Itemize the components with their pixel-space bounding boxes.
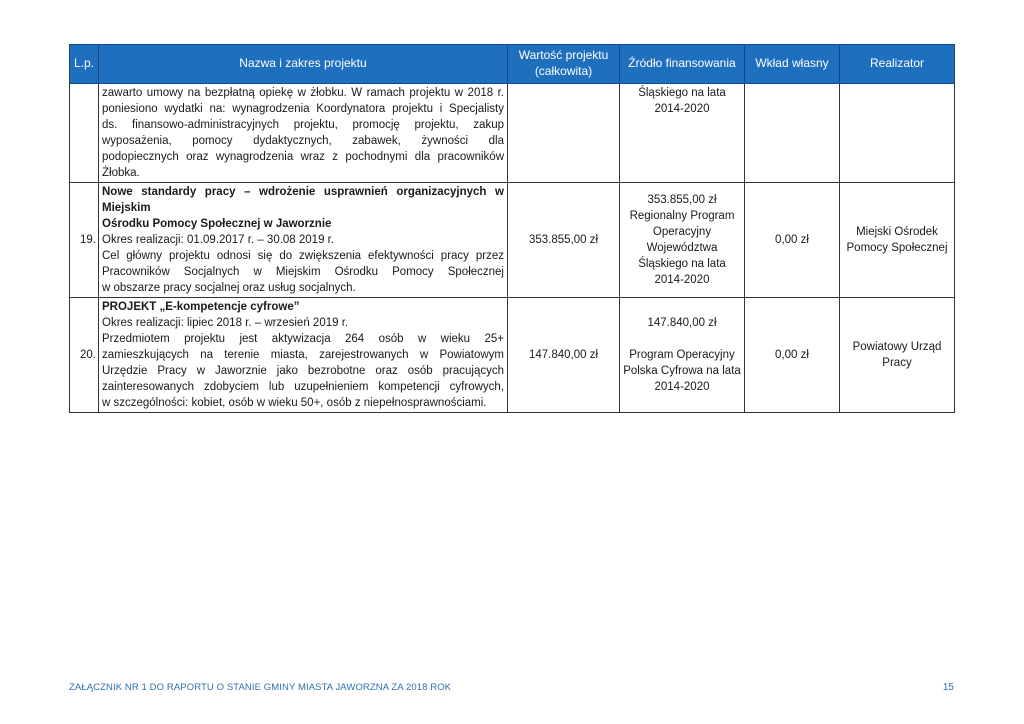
cell-name: [99, 183, 508, 298]
cell-name: [99, 84, 508, 183]
text-line: ds. finansowo-administracyjnych projektu, promocję projektu, zakup: [102, 119, 504, 131]
cell-value: [508, 84, 620, 183]
text-line: w szczególności: kobiet, osób w wieku 50+, osób z niepełnosprawnościami.: [102, 397, 487, 409]
cell-realizer: [840, 84, 955, 183]
cell-source: [620, 183, 745, 298]
cell-realizer: [840, 298, 955, 413]
text-line: Operacyjny: [652, 226, 712, 238]
header-lp: L.p.: [70, 45, 99, 84]
cell-source: [620, 298, 745, 413]
spacer: [623, 331, 741, 347]
text-line: Pomocy Społecznej: [846, 242, 948, 254]
project-title: PROJEKT „E-kompetencje cyfrowe”: [102, 301, 300, 313]
text-line: 2014-2020: [654, 274, 710, 286]
projects-table: [69, 44, 955, 413]
text-line: 353.855,00 zł: [647, 194, 717, 206]
cell-realizer: [840, 183, 955, 298]
project-period: Okres realizacji: 01.09.2017 r. – 30.08 2019 r.: [102, 234, 335, 246]
text-line: zawarto umowy na bezpłatną opiekę w żłobku. W ramach projektu w 2018 r.: [102, 87, 504, 99]
cell-value: 147.840,00 zł: [508, 298, 620, 413]
table-row: [70, 183, 955, 298]
text-line: zamieszkujących na terenie miasta, zarejestrowanych w Powiatowym: [102, 349, 504, 361]
cell-own: 0,00 zł: [745, 183, 840, 298]
text-line: Cel główny projektu odnosi się do zwiększenia efektywności pracy przez: [102, 250, 504, 262]
cell-value: 353.855,00 zł: [508, 183, 620, 298]
text-line: Województwa: [646, 242, 718, 254]
cell-lp: 20.: [70, 298, 99, 413]
page-number: 15: [942, 682, 954, 693]
cell-lp: [70, 84, 99, 183]
cell-source: [620, 84, 745, 183]
text-line: Pracowników Socjalnych w Miejskim Ośrodku Pomocy Społecznej: [102, 266, 504, 278]
text-line: 2014-2020: [654, 103, 710, 115]
table-row-continuation: [70, 84, 955, 183]
table-header-row: [70, 45, 955, 84]
text-line: Regionalny Program: [629, 210, 735, 222]
source-amount: 147.840,00 zł: [647, 317, 717, 329]
project-title: Nowe standardy pracy – wdrożenie usprawnień organizacyjnych w Miejskim: [102, 186, 504, 214]
text-line: Śląskiego na lata: [638, 87, 726, 99]
text-line: 2014-2020: [654, 381, 710, 393]
text-line: podopiecznych oraz wynagrodzenia wraz z pochodnymi dla pracowników: [102, 151, 504, 163]
text-line: zainteresowanych zdobyciem lub uzupełnieniem kompetencji cyfrowych,: [102, 381, 504, 393]
header-name: Nazwa i zakres projektu: [99, 45, 508, 84]
cell-name: [99, 298, 508, 413]
table-row: [70, 298, 955, 413]
text-line: Program Operacyjny: [629, 349, 735, 361]
text-line: Pracy: [882, 357, 912, 369]
header-realizer: Realizator: [840, 45, 955, 84]
text-line: wyposażenia, pomocy dydaktycznych, zabawek, żywności dla: [102, 135, 504, 147]
footer-title: ZAŁĄCZNIK NR 1 DO RAPORTU O STANIE GMINY MIASTA JAWORZNA ZA 2018 ROK: [69, 682, 452, 693]
text-line: poniesiono wydatki na: wynagrodzenia Koordynatora projektu i Specjalisty: [102, 103, 504, 115]
text-line: Urzędzie Pracy w Jaworznie jako bezrobotne oraz osób pracujących: [102, 365, 504, 377]
text-line: w obszarze pracy socjalnej oraz usług socjalnych.: [102, 282, 356, 294]
project-title: Ośrodku Pomocy Społecznej w Jaworznie: [102, 218, 332, 230]
text-line: Powiatowy Urząd: [852, 341, 942, 353]
text-line: Polska Cyfrowa na lata: [623, 365, 741, 377]
text-line: Miejski Ośrodek: [856, 226, 938, 238]
text-line: Żłobka.: [102, 167, 140, 179]
cell-own: [745, 84, 840, 183]
text-line: Śląskiego na lata: [638, 258, 726, 270]
cell-own: 0,00 zł: [745, 298, 840, 413]
header-value: Wartość projektu (całkowita): [508, 45, 620, 84]
text-line: Przedmiotem projektu jest aktywizacja 264 osób w wieku 25+: [102, 333, 504, 345]
header-own-contribution: Wkład własny: [745, 45, 840, 84]
header-source: Źródło finansowania: [620, 45, 745, 84]
project-period: Okres realizacji: lipiec 2018 r. – wrzesień 2019 r.: [102, 317, 349, 329]
cell-lp: 19.: [70, 183, 99, 298]
